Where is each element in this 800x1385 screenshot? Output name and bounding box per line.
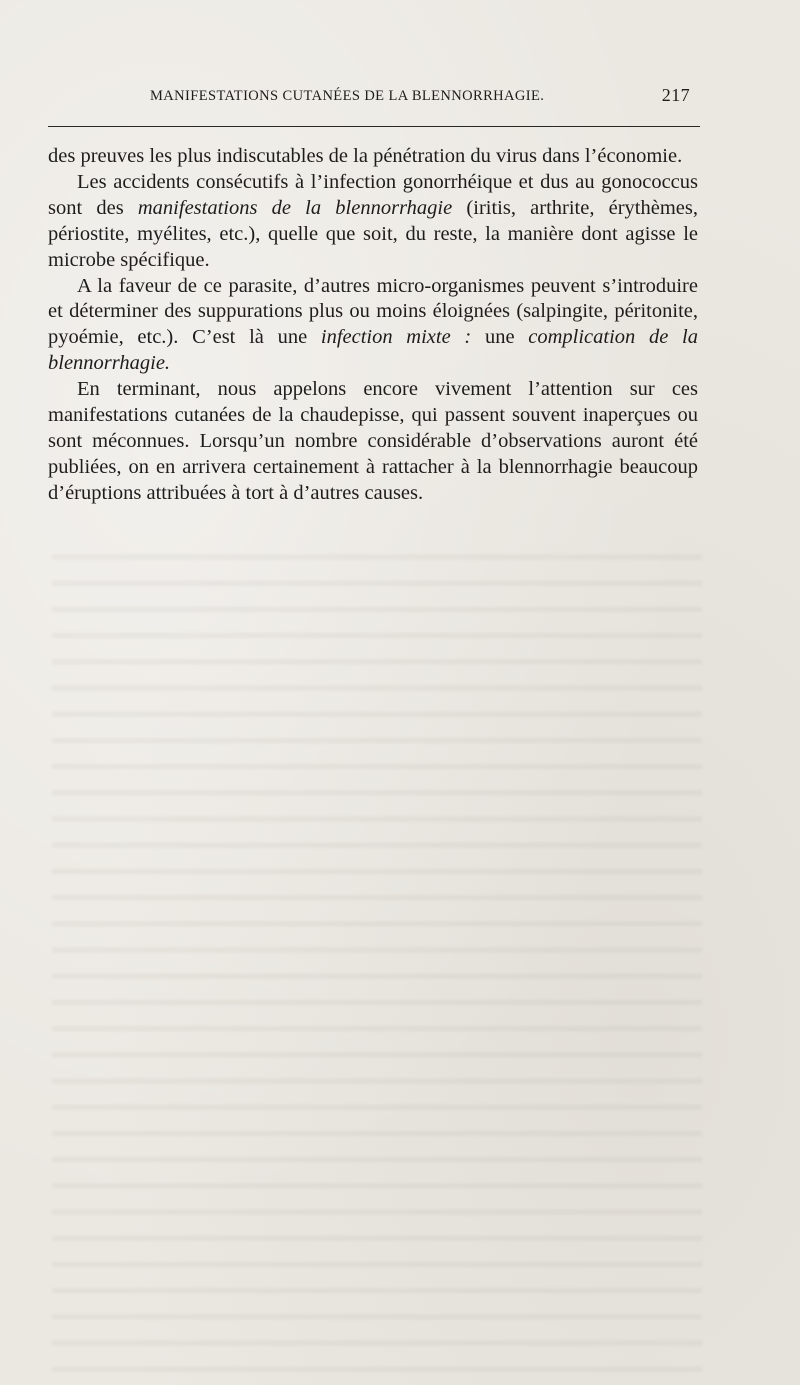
paragraph: [48, 377, 698, 507]
italic-segment: complication de la blennorrhagie.: [48, 326, 698, 375]
text-segment: des preuves les plus indiscutables de la pénétration du virus dans l’économie.: [48, 145, 683, 167]
header-rule: [48, 126, 700, 127]
text-segment: En terminant, nous appelons encore vivement l’attention sur ces manifestations cutanées de la chaudepisse, qui passent souvent inaperçues ou sont méconnues. Lorsqu’un nombre considérable d’observations auront été publiées, on en arrivera certainement à rattacher à la blennorrhagie beaucoup d’éruptions attribuées à tort à d’autres causes.: [48, 378, 698, 504]
italic-segment: infection mixte :: [320, 326, 472, 349]
bleed-through-texture: [52, 540, 702, 1380]
paragraph: [48, 144, 698, 170]
page-number: 217: [661, 85, 690, 105]
text-segment: A la faveur de ce parasite, d’autres micro-organismes peuvent s’introduire et déterminer des suppurations plus ou moins éloignées (salpingite, péritonite, pyoémie, etc.). C’est là une: [48, 274, 698, 349]
paragraph: [48, 170, 698, 274]
paragraph: [48, 274, 698, 378]
text-segment: une: [471, 326, 529, 349]
italic-segment: manifestations de la blennorrhagie: [137, 196, 453, 219]
text-segment: Les accidents consécutifs à l’infection gonorrhéique et dus au gonococcus sont des: [48, 170, 698, 219]
text-segment: (iritis, arthrite, érythèmes, périostite, myélites, etc.), quelle que soit, du reste, la manière dont agisse le microbe spécifique.: [48, 196, 699, 271]
body-text: [48, 144, 698, 507]
running-title: MANIFESTATIONS CUTANÉES DE LA BLENNORRHAGIE.: [150, 88, 545, 104]
